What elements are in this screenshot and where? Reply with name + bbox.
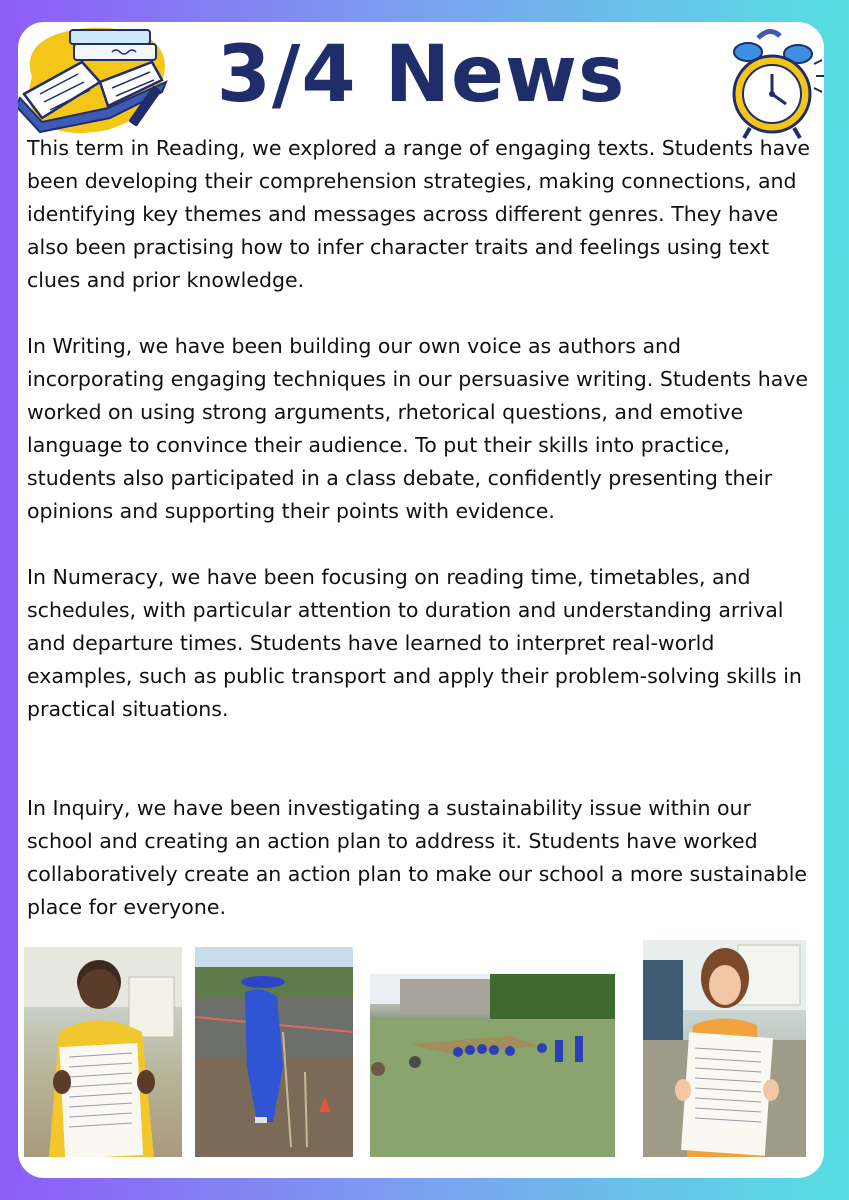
reading-paragraph: This term in Reading, we explored a range of engaging texts. Students have been developing their comprehension strategies, making connections, and identifying key themes and messages across different genres. They have also been practising how to infer character traits and feelings using text clues and prior knowledge. — [27, 136, 810, 292]
alarm-clock-icon — [718, 24, 824, 144]
newsletter-body — [27, 132, 823, 924]
newsletter-card — [18, 22, 824, 1178]
inquiry-paragraph: In Inquiry, we have been investigating a sustainability issue within our school and creating an action plan to address it. Students have worked collaboratively create an action plan to make our school a more sustainable place for everyone. — [27, 796, 808, 919]
photo-student-holding-writing — [643, 940, 806, 1157]
photo-student-with-writing — [24, 947, 182, 1157]
page-title: 3/4 News — [216, 30, 626, 120]
photo-students-on-oval — [370, 974, 615, 1157]
writing-paragraph: In Writing, we have been building our own voice as authors and incorporating engaging techniques in our persuasive writing. Students have worked on using strong arguments, rhetorical questions, and emotive language to convince their audience. To put their skills into practice, students also participated in a class debate, confidently presenting their opinions and supporting their points with evidence. — [27, 334, 809, 523]
numeracy-paragraph: In Numeracy, we have been focusing on reading time, timetables, and schedules, with particular attention to duration and understanding arrival and departure times. Students have learned to interpret real-world examples, such as public transport and apply their problem-solving skills in practical situations. — [27, 565, 802, 721]
photo-student-outdoor-garden — [195, 947, 353, 1157]
